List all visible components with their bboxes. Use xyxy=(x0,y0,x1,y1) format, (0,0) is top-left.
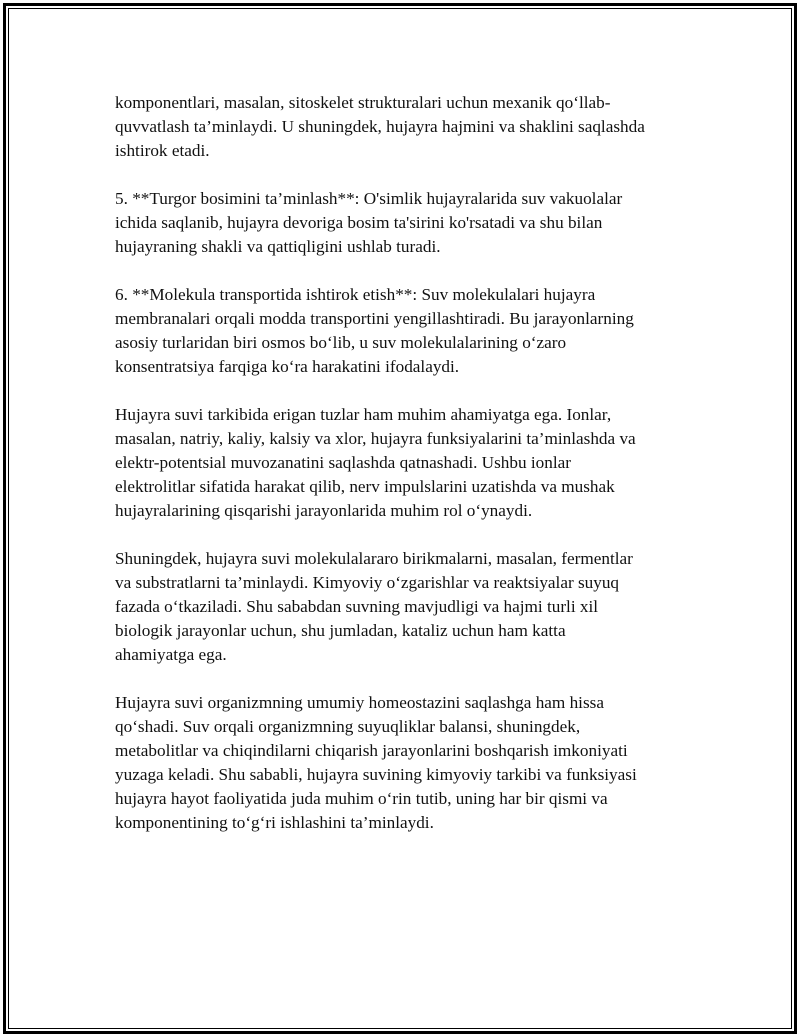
document-body xyxy=(115,91,675,859)
text-line: ichida saqlanib, hujayra devoriga bosim ta'sirini ko'rsatadi va shu bilan xyxy=(115,213,603,232)
text-line: metabolitlar va chiqindilarni chiqarish jarayonlarini boshqarish imkoniyati xyxy=(115,741,628,760)
text-line: 5. **Turgor bosimini ta’minlash**: O'simlik hujayralarida suv vakuolalar xyxy=(115,189,623,208)
text-line: Hujayra suvi organizmning umumiy homeostazini saqlashga ham hissa xyxy=(115,693,604,712)
text-line: biologik jarayonlar uchun, shu jumladan, kataliz uchun ham katta xyxy=(115,621,566,640)
text-line: komponentining to‘g‘ri ishlashini ta’minlaydi. xyxy=(115,813,434,832)
text-line: qo‘shadi. Suv orqali organizmning suyuqliklar balansi, shuningdek, xyxy=(115,717,581,736)
text-line: fazada o‘tkaziladi. Shu sababdan suvning mavjudligi va hajmi turli xil xyxy=(115,597,599,616)
text-line: yuzaga keladi. Shu sababli, hujayra suvining kimyoviy tarkibi va funksiyasi xyxy=(115,765,637,784)
text-line: ishtirok etadi. xyxy=(115,141,210,160)
text-line: elektrolitlar sifatida harakat qilib, nerv impulslarini uzatishda va mushak xyxy=(115,477,615,496)
text-line: ahamiyatga ega. xyxy=(115,645,227,664)
text-line: va substratlarni ta’minlaydi. Kimyoviy o‘zgarishlar va reaktsiyalar suyuq xyxy=(115,573,620,592)
paragraph-intermolecular-compounds xyxy=(115,547,675,667)
paragraph-dissolved-salts xyxy=(115,403,675,523)
text-line: quvvatlash ta’minlaydi. U shuningdek, hujayra hajmini va shaklini saqlashda xyxy=(115,117,645,136)
text-line: konsentratsiya farqiga ko‘ra harakatini ifodalaydi. xyxy=(115,357,460,376)
text-line: masalan, natriy, kaliy, kalsiy va xlor, hujayra funksiyalarini ta’minlashda va xyxy=(115,429,636,448)
paragraph-homeostasis xyxy=(115,691,675,835)
text-line: Hujayra suvi tarkibida erigan tuzlar ham muhim ahamiyatga ega. Ionlar, xyxy=(115,405,612,424)
text-line: hujayra hayot faoliyatida juda muhim o‘rin tutib, uning har bir qismi va xyxy=(115,789,608,808)
paragraph-molecule-transport xyxy=(115,283,675,379)
text-line: Shuningdek, hujayra suvi molekulalararo birikmalarni, masalan, fermentlar xyxy=(115,549,633,568)
text-line: hujayralarining qisqarishi jarayonlarida muhim rol o‘ynaydi. xyxy=(115,501,533,520)
text-line: komponentlari, masalan, sitoskelet strukturalari uchun mexanik qo‘llab- xyxy=(115,93,611,112)
text-line: asosiy turlaridan biri osmos bo‘lib, u suv molekulalarining o‘zaro xyxy=(115,333,567,352)
paragraph-cytoskeleton-support xyxy=(115,91,675,163)
text-line: membranalari orqali modda transportini yengillashtiradi. Bu jarayonlarning xyxy=(115,309,634,328)
text-line: 6. **Molekula transportida ishtirok etish**: Suv molekulalari hujayra xyxy=(115,285,596,304)
paragraph-turgor-pressure xyxy=(115,187,675,259)
text-line: hujayraning shakli va qattiqligini ushlab turadi. xyxy=(115,237,441,256)
text-line: elektr-potentsial muvozanatini saqlashda qatnashadi. Ushbu ionlar xyxy=(115,453,571,472)
